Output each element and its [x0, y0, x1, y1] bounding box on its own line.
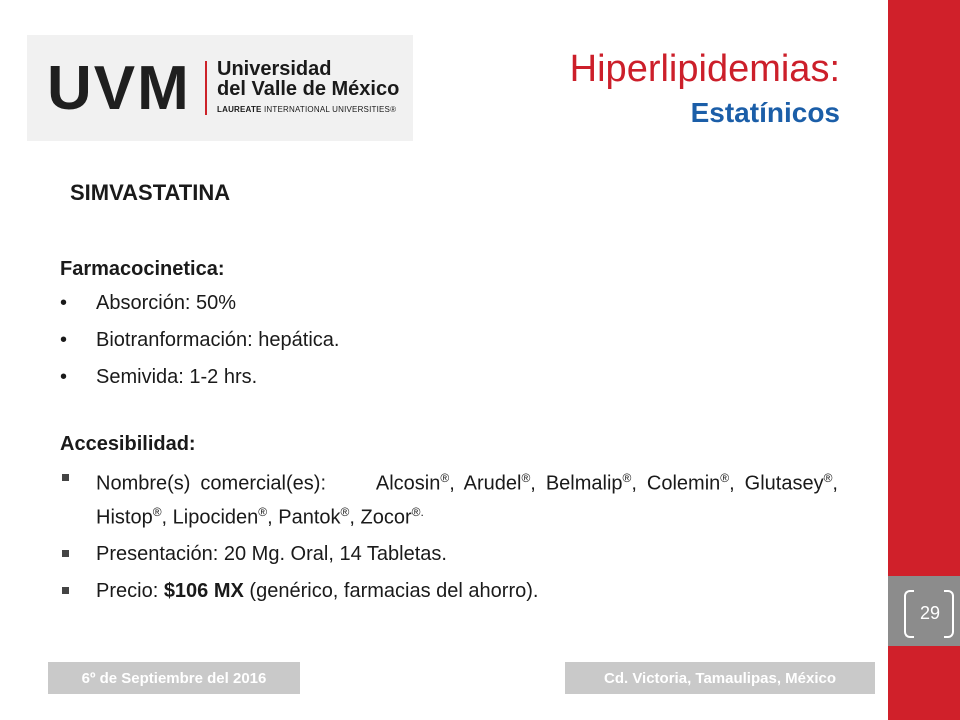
footer-location: Cd. Victoria, Tamaulipas, México: [565, 662, 875, 694]
farmacocinetica-list: [60, 289, 838, 391]
logo-sub-bold: LAUREATE: [217, 105, 262, 114]
square-bullet-icon: [62, 474, 69, 481]
bullet-icon: •: [60, 366, 68, 388]
logo-laureate: [217, 105, 396, 114]
brand: Alcosin: [375, 472, 441, 495]
page-number: 29: [919, 602, 941, 623]
price-value: $106 MX: [163, 580, 244, 603]
footer-date: 6º de Septiembre del 2016: [48, 662, 300, 694]
slide-body: [60, 255, 838, 614]
accesibilidad-list: [60, 464, 838, 605]
brand: Zocor: [360, 506, 412, 529]
uvm-logo-mark: [47, 53, 197, 123]
list-item: Nombre(s) comercial(es): Alcosin®, Arudel®, Belmalip®, Colemin®, Glutasey®, Histop®, Lipociden®, Pantok®, Zocor®.: [60, 464, 838, 531]
farmacocinetica-heading: Farmacocinetica:: [60, 258, 225, 280]
slide-subtitle: Estatínicos: [690, 97, 840, 128]
commercial-label: Nombre(s) comercial(es):: [96, 472, 336, 495]
list-item: • Absorción: 50%: [60, 289, 838, 317]
brand: Lipociden: [172, 506, 259, 529]
logo-sub-rest: INTERNATIONAL UNIVERSITIES®: [261, 105, 397, 114]
square-bullet-icon: [62, 550, 69, 557]
list-item: Presentación: 20 Mg. Oral, 14 Tabletas.: [60, 540, 838, 568]
logo-name-line1: Universidad: [217, 58, 332, 80]
square-bullet-icon: [62, 587, 69, 594]
uvm-logo: [27, 35, 413, 141]
logo-name-line2: del Valle de México: [217, 78, 400, 100]
logo-university-name: [217, 59, 399, 99]
brand: Arudel: [463, 472, 522, 495]
uvm-letters: UVM: [47, 54, 191, 123]
slide-title: Hiperlipidemias:: [569, 48, 840, 90]
logo-divider: [205, 61, 207, 115]
list-item: Precio: $106 MX (genérico, farmacias del ahorro).: [60, 577, 838, 605]
bullet-icon: •: [60, 329, 68, 351]
brand: Colemin: [646, 472, 721, 495]
list-item: • Biotranformación: hepática.: [60, 326, 838, 354]
list-item: • Semivida: 1-2 hrs.: [60, 363, 838, 391]
bullet-icon: •: [60, 292, 68, 314]
brand: Belmalip: [545, 472, 623, 495]
brand: Glutasey: [744, 472, 824, 495]
brand: Histop: [96, 506, 153, 529]
drug-name: SIMVASTATINA: [70, 180, 231, 205]
brand: Pantok: [278, 506, 341, 529]
accesibilidad-heading: Accesibilidad:: [60, 433, 196, 455]
